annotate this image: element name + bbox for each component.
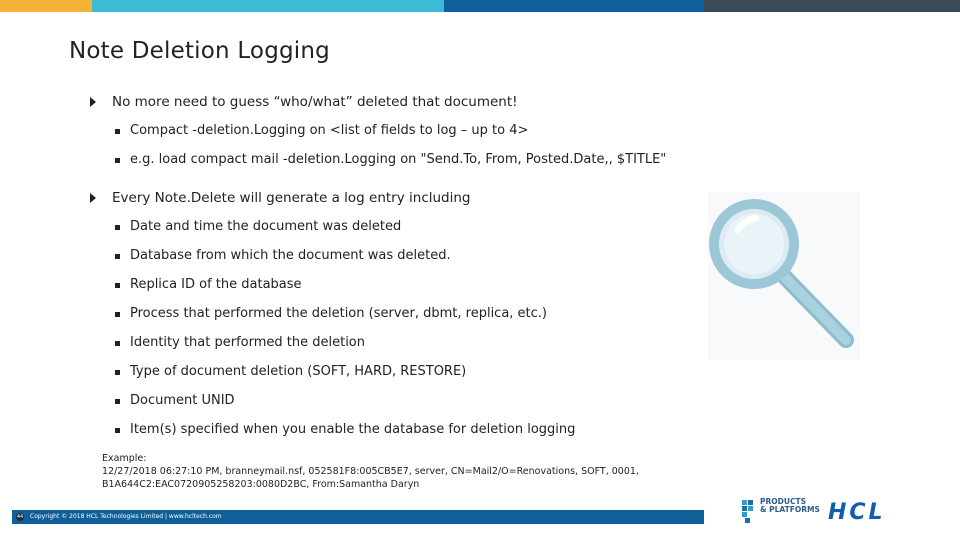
sub-bullet	[90, 304, 690, 324]
top-bar-segment-cyan	[92, 0, 444, 12]
square-bullet-icon	[115, 399, 120, 404]
sub-bullet	[90, 217, 690, 237]
sub-bullet	[90, 150, 690, 170]
top-bar-segment-dark	[704, 0, 960, 12]
square-bullet-icon	[115, 283, 120, 288]
square-bullet-icon	[115, 254, 120, 259]
sub-bullet	[90, 333, 690, 353]
page-number: 44	[16, 514, 24, 520]
top-bar-segment-blue	[444, 0, 704, 12]
example-block	[102, 452, 662, 491]
hcl-logo: HCL	[828, 500, 886, 525]
example-line-1: 12/27/2018 06:27:10 PM, branneymail.nsf, 052581F8:005CB5E7, server, CN=Mail2/O=Renovations, SOFT, 0001,	[102, 466, 639, 477]
square-bullet-icon	[115, 129, 120, 134]
top-bar-segment-yellow	[0, 0, 92, 12]
sub-bullet-text: Date and time the document was deleted	[130, 219, 402, 234]
sub-bullet-text: Replica ID of the database	[130, 277, 302, 292]
copyright-text: Copyright © 2018 HCL Technologies Limited | www.hcltech.com	[30, 513, 222, 520]
footer-bar	[12, 510, 704, 524]
example-label: Example:	[102, 453, 147, 464]
square-bullet-icon	[115, 428, 120, 433]
triangle-bullet-icon	[90, 193, 96, 203]
sub-bullet-text: Process that performed the deletion (server, dbmt, replica, etc.)	[130, 306, 548, 321]
sub-bullet-text: e.g. load compact mail -deletion.Logging on "Send.To, From, Posted.Date,, $TITLE"	[130, 152, 667, 167]
pp-line-1: PRODUCTS	[760, 497, 806, 506]
slide-title: Note Deletion Logging	[69, 38, 330, 64]
sub-bullet-text: Type of document deletion (SOFT, HARD, RESTORE)	[130, 364, 467, 379]
square-bullet-icon	[115, 225, 120, 230]
bullet-2-text: Every Note.Delete will generate a log entry including	[112, 190, 471, 206]
sub-bullet	[90, 246, 690, 266]
bullet-1	[90, 92, 690, 112]
sub-bullet	[90, 275, 690, 295]
sub-bullet-text: Compact -deletion.Logging on <list of fields to log – up to 4>	[130, 123, 529, 138]
top-color-bar	[0, 0, 960, 12]
pp-line-2: & PLATFORMS	[760, 505, 820, 514]
square-bullet-icon	[115, 312, 120, 317]
example-line-2: B1A644C2:EAC0720905258203:0080D2BC, From:Samantha Daryn	[102, 479, 420, 490]
sub-bullet-text: Item(s) specified when you enable the database for deletion logging	[130, 422, 576, 437]
bullet-1-text: No more need to guess “who/what” deleted that document!	[112, 94, 518, 110]
sub-bullet-text: Document UNID	[130, 393, 235, 408]
magnifier-icon	[708, 192, 860, 360]
sub-bullet	[90, 362, 690, 382]
square-bullet-icon	[115, 158, 120, 163]
triangle-bullet-icon	[90, 97, 96, 107]
products-platforms-text	[760, 498, 820, 514]
sub-bullet	[90, 391, 690, 411]
bullet-list	[90, 92, 690, 440]
square-bullet-icon	[115, 370, 120, 375]
sub-bullet-text: Database from which the document was deleted.	[130, 248, 451, 263]
sub-bullet	[90, 121, 690, 141]
bullet-2	[90, 188, 690, 208]
sub-bullet-text: Identity that performed the deletion	[130, 335, 366, 350]
square-bullet-icon	[115, 341, 120, 346]
sub-bullet	[90, 420, 690, 440]
